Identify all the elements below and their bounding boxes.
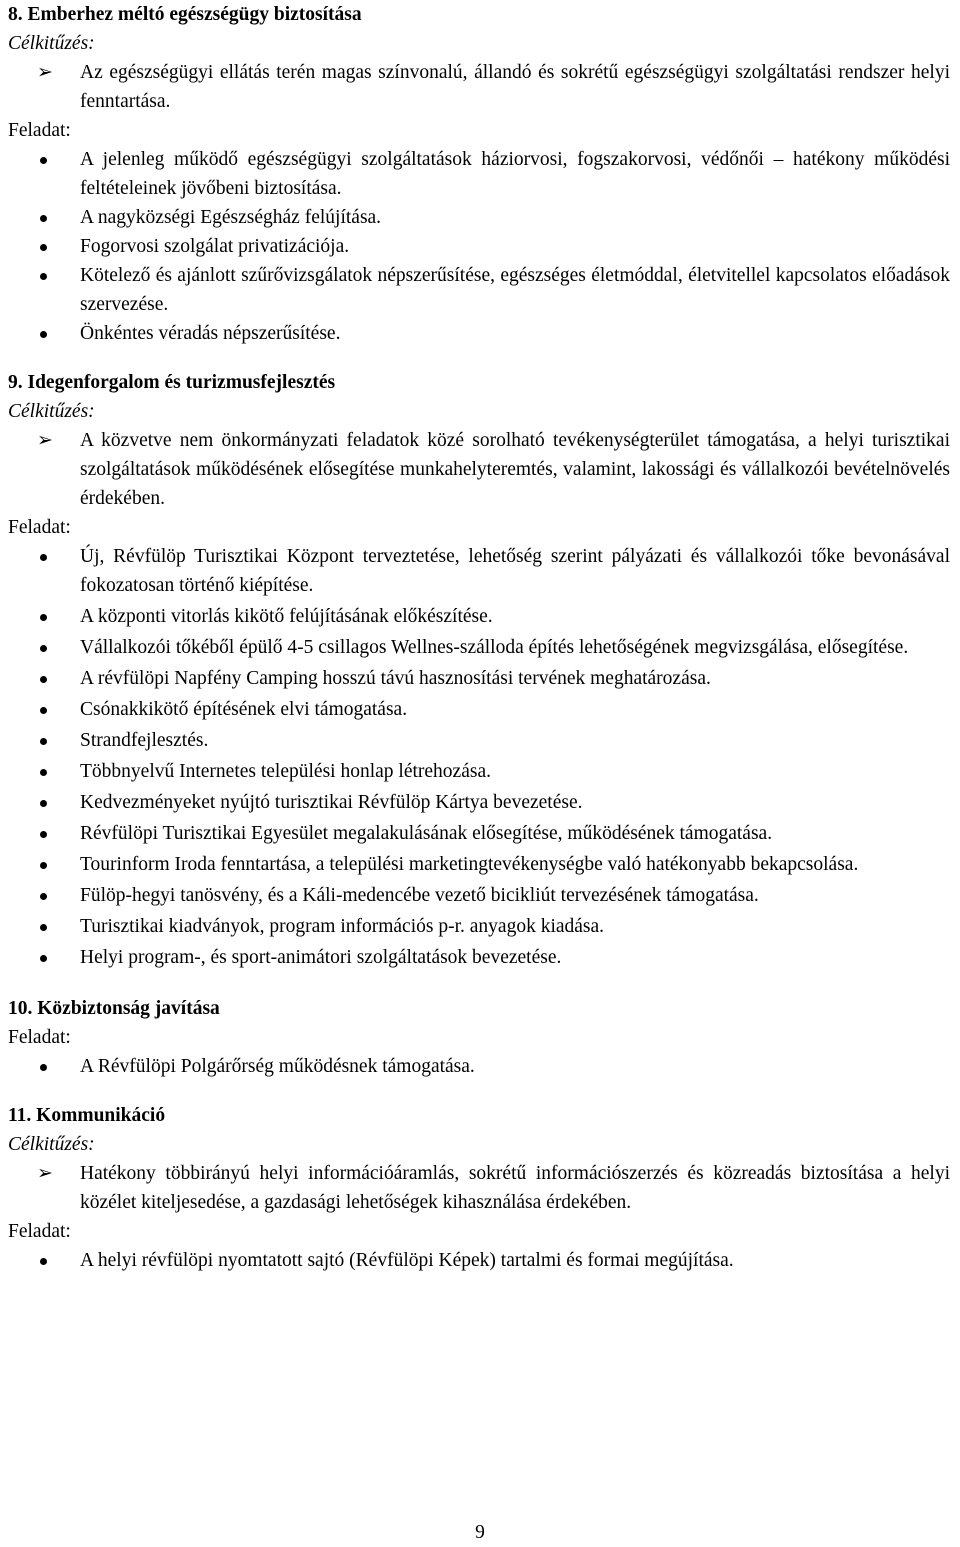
task-text: Vállalkozói tőkéből épülő 4-5 csillagos Wellnes-szálloda építés lehetőségének megvizsgálása, elősegítése. [80, 637, 909, 658]
task-item [8, 943, 952, 972]
task-item [8, 1052, 952, 1081]
task-text: A jelenleg működő egészségügyi szolgáltatások háziorvosi, fogszakorvosi, védőnői – hatékony működési feltételeinek jövőbeni biztosítása. [80, 149, 950, 199]
task-label: Feladat: [8, 1027, 71, 1048]
goal-list [8, 58, 952, 116]
goal-text: A közvetve nem önkormányzati feladatok közé sorolható tevékenységterület támogatása, a helyi turisztikai szolgáltatások működésének elősegítése munkahelyteremtés, valamint, lakossági és vállalkozói bevételnövelés érdekében. [80, 430, 950, 509]
bullet-icon [40, 215, 47, 222]
bullet-icon [40, 273, 47, 280]
task-item [8, 726, 952, 755]
bullet-icon [40, 707, 47, 714]
bullet-icon [40, 1064, 47, 1071]
section-heading: 8. Emberhez méltó egészségügy biztosítása [8, 4, 362, 25]
task-text: Kedvezményeket nyújtó turisztikai Révfülöp Kártya bevezetése. [80, 792, 583, 813]
task-item [8, 912, 952, 941]
goal-label: Célkitűzés: [8, 33, 95, 54]
section-heading: 11. Kommunikáció [8, 1105, 166, 1126]
task-item [8, 602, 952, 631]
task-item [8, 633, 952, 662]
bullet-icon [40, 738, 47, 745]
task-item [8, 695, 952, 724]
arrow-bullet-icon: ➢ [37, 430, 53, 451]
bullet-icon [40, 893, 47, 900]
task-item [8, 881, 952, 910]
section-9 [8, 368, 952, 972]
section-heading: 10. Közbiztonság javítása [8, 998, 220, 1019]
task-list [8, 1246, 952, 1275]
goal-item [8, 58, 952, 116]
task-text: Révfülöpi Turisztikai Egyesület megalakulásának elősegítése, működésének támogatása. [80, 823, 773, 844]
task-item [8, 788, 952, 817]
task-text: Turisztikai kiadványok, program információs p-r. anyagok kiadása. [80, 916, 605, 937]
section-heading: 9. Idegenforgalom és turizmusfejlesztés [8, 372, 336, 393]
task-item [8, 542, 952, 600]
section-8 [8, 0, 952, 348]
section-11 [8, 1101, 952, 1275]
goal-item [8, 426, 952, 513]
task-label: Feladat: [8, 517, 71, 538]
task-item [8, 757, 952, 786]
bullet-icon [40, 924, 47, 931]
task-text: Strandfejlesztés. [80, 730, 209, 751]
bullet-icon [40, 614, 47, 621]
bullet-icon [40, 554, 47, 561]
task-item [8, 319, 952, 348]
task-text: A nagyközségi Egészségház felújítása. [80, 207, 382, 228]
bullet-icon [40, 831, 47, 838]
task-item [8, 850, 952, 879]
task-item [8, 261, 952, 319]
task-list [8, 542, 952, 972]
goal-label: Célkitűzés: [8, 1134, 95, 1155]
task-text: A Révfülöpi Polgárőrség működésnek támogatása. [80, 1056, 475, 1077]
task-item [8, 203, 952, 232]
arrow-bullet-icon: ➢ [37, 1163, 53, 1184]
goal-label: Célkitűzés: [8, 401, 95, 422]
bullet-icon [40, 676, 47, 683]
bullet-icon [40, 331, 47, 338]
task-text: Kötelező és ajánlott szűrővizsgálatok népszerűsítése, egészséges életmóddal, életvitellel kapcsolatos előadások szervezése. [80, 265, 950, 315]
bullet-icon [40, 645, 47, 652]
task-item [8, 232, 952, 261]
task-text: A révfülöpi Napfény Camping hosszú távú hasznosítási tervének meghatározása. [80, 668, 711, 689]
task-text: Önkéntes véradás népszerűsítése. [80, 323, 341, 344]
goal-list [8, 426, 952, 513]
task-label: Feladat: [8, 1221, 71, 1242]
task-text: Csónakkikötő építésének elvi támogatása. [80, 699, 408, 720]
bullet-icon [40, 955, 47, 962]
task-list [8, 1052, 952, 1081]
arrow-bullet-icon: ➢ [37, 62, 53, 83]
task-item [8, 1246, 952, 1275]
task-text: A helyi révfülöpi nyomtatott sajtó (Révfülöpi Képek) tartalmi és formai megújítása. [80, 1250, 734, 1271]
bullet-icon [40, 862, 47, 869]
bullet-icon [40, 800, 47, 807]
goal-item [8, 1159, 952, 1217]
task-text: Fülöp-hegyi tanösvény, és a Káli-medencébe vezető bicikliút tervezésének támogatása. [80, 885, 759, 906]
section-10 [8, 994, 952, 1081]
goal-list [8, 1159, 952, 1217]
task-text: Új, Révfülöp Turisztikai Központ terveztetése, lehetőség szerint pályázati és vállalkozói tőke bevonásával fokozatosan történő kiépítése. [80, 546, 950, 596]
bullet-icon [40, 1258, 47, 1265]
bullet-icon [40, 769, 47, 776]
task-item [8, 145, 952, 203]
task-item [8, 664, 952, 693]
goal-text: Az egészségügyi ellátás terén magas színvonalú, állandó és sokrétű egészségügyi szolgáltatási rendszer helyi fenntartása. [80, 62, 950, 112]
task-list [8, 145, 952, 348]
task-text: Fogorvosi szolgálat privatizációja. [80, 236, 350, 257]
task-text: A központi vitorlás kikötő felújításának előkészítése. [80, 606, 493, 627]
bullet-icon [40, 157, 47, 164]
task-item [8, 819, 952, 848]
task-label: Feladat: [8, 120, 71, 141]
page-number: 9 [475, 1522, 485, 1543]
task-text: Helyi program-, és sport-animátori szolgáltatások bevezetése. [80, 947, 562, 968]
task-text: Többnyelvű Internetes települési honlap létrehozása. [80, 761, 491, 782]
task-text: Tourinform Iroda fenntartása, a települési marketingtevékenységbe való hatékonyabb bekapcsolása. [80, 854, 859, 875]
goal-text: Hatékony többirányú helyi információáramlás, sokrétű információszerzés és közreadás biztosítása a helyi közélet kiteljesedése, a gazdasági lehetőségek kihasználása érdekében. [80, 1163, 950, 1213]
bullet-icon [40, 244, 47, 251]
